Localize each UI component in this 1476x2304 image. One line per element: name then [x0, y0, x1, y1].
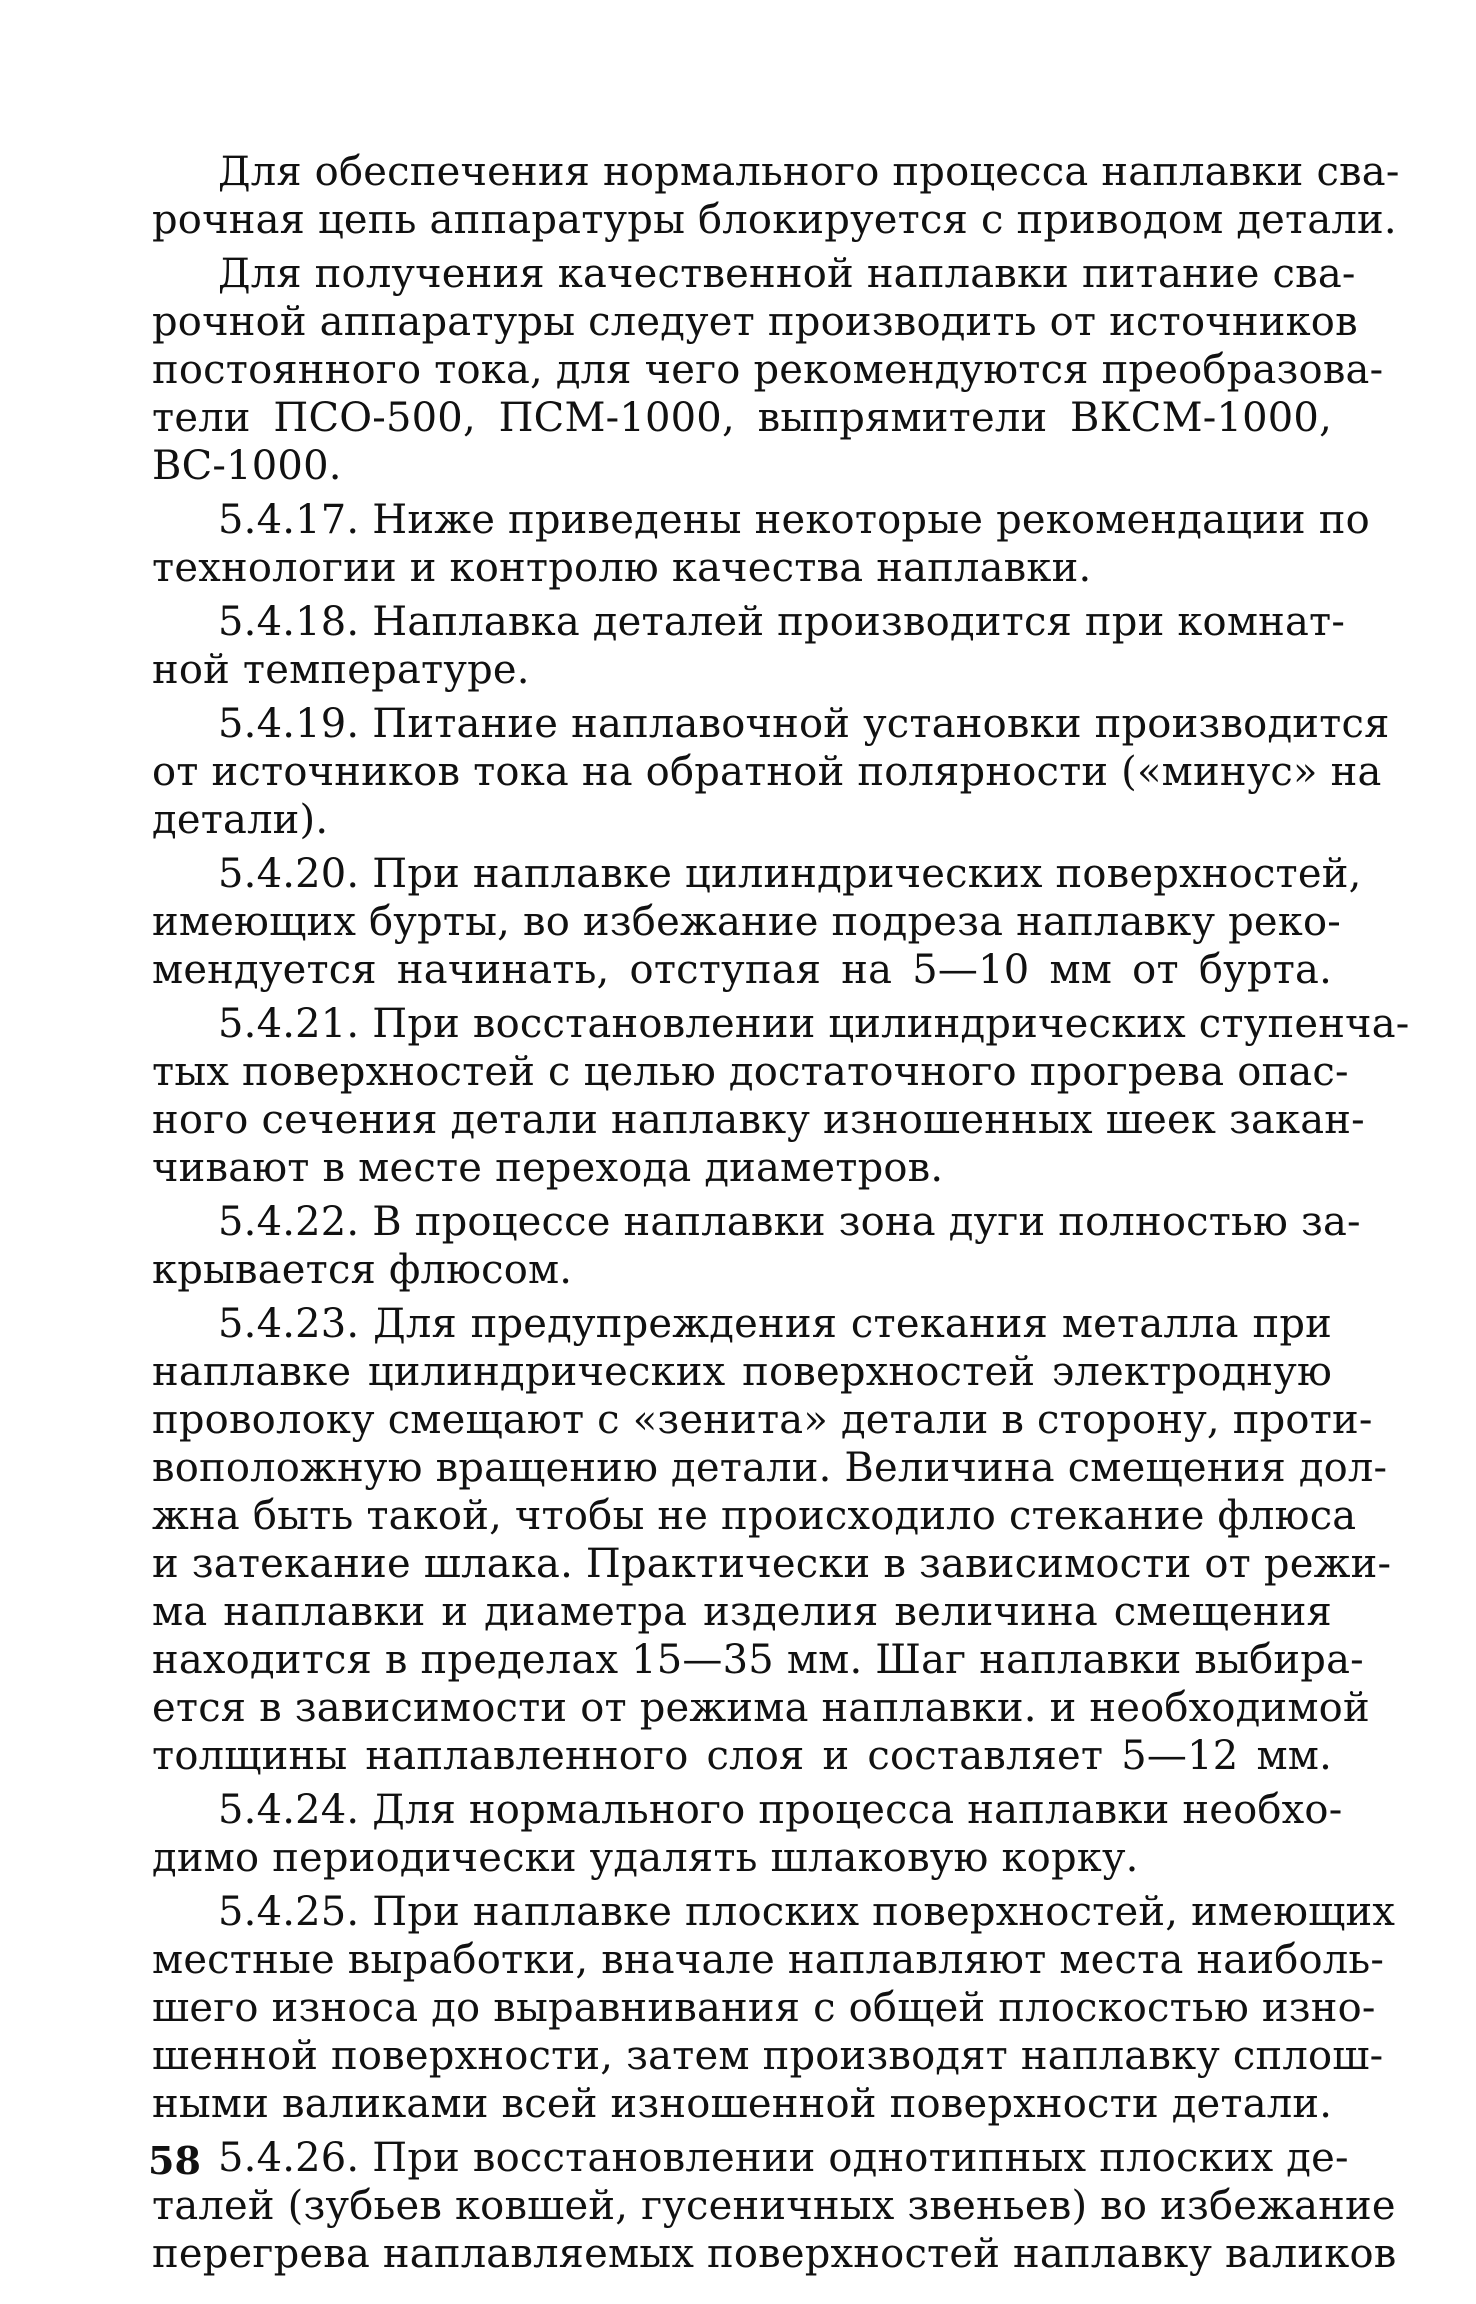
text-line: 5.4.23. Для предупреждения стекания металла при — [218, 1301, 1332, 1347]
text-line: ВС-1000. — [152, 443, 342, 489]
text-line: 5.4.26. При восстановлении однотипных плоских де- — [218, 2135, 1349, 2181]
text-line: детали). — [152, 797, 329, 843]
paragraph-5-4-17 — [152, 496, 1370, 592]
paragraph-intro-blocking — [152, 148, 1400, 244]
text-line: ного сечения детали наплавку изношенных шеек закан- — [152, 1097, 1365, 1143]
paragraph-5-4-24 — [152, 1786, 1343, 1882]
text-line: ными валиками всей изношенной поверхности детали. — [152, 2081, 1333, 2127]
text-line: Для получения качественной наплавки питание сва- — [218, 251, 1356, 297]
text-line: тели ПСО-500, ПСМ-1000, выпрямители ВКСМ-1000, — [152, 395, 1332, 441]
text-line: Для обеспечения нормального процесса наплавки сва- — [218, 149, 1400, 195]
text-line: 5.4.25. При наплавке плоских поверхностей, имеющих — [218, 1889, 1396, 1935]
text-line: мендуется начинать, отступая на 5—10 мм от бурта. — [152, 947, 1332, 993]
text-line: местные выработки, вначале наплавляют места наиболь- — [152, 1937, 1385, 1983]
page-body — [152, 148, 1410, 2284]
text-line: ма наплавки и диаметра изделия величина смещения — [152, 1589, 1332, 1635]
text-line: жна быть такой, чтобы не происходило стекание флюса — [152, 1493, 1357, 1539]
text-line: крывается флюсом. — [152, 1247, 573, 1293]
text-line: чивают в месте перехода диаметров. — [152, 1145, 944, 1191]
text-line: перегрева наплавляемых поверхностей наплавку валиков — [152, 2231, 1397, 2277]
text-line: 5.4.17. Ниже приведены некоторые рекомендации по — [218, 497, 1370, 543]
text-line: шенной поверхности, затем производят наплавку сплош- — [152, 2033, 1384, 2079]
text-line: 5.4.24. Для нормального процесса наплавки необхо- — [218, 1787, 1343, 1833]
paragraph-5-4-26 — [152, 2134, 1397, 2278]
text-line: 5.4.18. Наплавка деталей производится при комнат- — [218, 599, 1346, 645]
text-line: проволоку смещают с «зенита» детали в сторону, проти- — [152, 1397, 1373, 1443]
text-line: толщины наплавленного слоя и составляет 5—12 мм. — [152, 1733, 1332, 1779]
text-line: наплавке цилиндрических поверхностей электродную — [152, 1349, 1332, 1395]
paragraph-5-4-23 — [152, 1300, 1392, 1780]
paragraph-5-4-25 — [152, 1888, 1396, 2128]
text-line: ной температуре. — [152, 647, 530, 693]
paragraph-5-4-18 — [152, 598, 1346, 694]
text-line: находится в пределах 15—35 мм. Шаг наплавки выбира- — [152, 1637, 1364, 1683]
paragraph-5-4-21 — [152, 1000, 1410, 1192]
text-line: ется в зависимости от режима наплавки. и необходимой — [152, 1685, 1370, 1731]
paragraph-5-4-22 — [152, 1198, 1361, 1294]
text-line: тых поверхностей с целью достаточного прогрева опас- — [152, 1049, 1349, 1095]
text-line: технологии и контролю качества наплавки. — [152, 545, 1092, 591]
text-line: талей (зубьев ковшей, гусеничных звеньев) во избежание — [152, 2183, 1396, 2229]
text-line: шего износа до выравнивания с общей плоскостью изно- — [152, 1985, 1376, 2031]
text-line: постоянного тока, для чего рекомендуются преобразова- — [152, 347, 1384, 393]
paragraph-5-4-20 — [152, 850, 1362, 994]
text-line: 5.4.19. Питание наплавочной установки производится — [218, 701, 1390, 747]
text-line: и затекание шлака. Практически в зависимости от режи- — [152, 1541, 1392, 1587]
paragraph-intro-power — [152, 250, 1384, 490]
text-line: 5.4.21. При восстановлении цилиндрических ступенча- — [218, 1001, 1410, 1047]
text-line: от источников тока на обратной полярности («минус» на — [152, 749, 1382, 795]
page-number: 58 — [148, 2138, 201, 2183]
text-line: имеющих бурты, во избежание подреза наплавку реко- — [152, 899, 1342, 945]
text-line: 5.4.20. При наплавке цилиндрических поверхностей, — [218, 851, 1362, 897]
text-line: рочной аппаратуры следует производить от источников — [152, 299, 1358, 345]
text-line: 5.4.22. В процессе наплавки зона дуги полностью за- — [218, 1199, 1361, 1245]
text-line: рочная цепь аппаратуры блокируется с приводом детали. — [152, 197, 1397, 243]
paragraph-5-4-19 — [152, 700, 1390, 844]
text-line: димо периодически удалять шлаковую корку. — [152, 1835, 1139, 1881]
text-line: воположную вращению детали. Величина смещения дол- — [152, 1445, 1388, 1491]
